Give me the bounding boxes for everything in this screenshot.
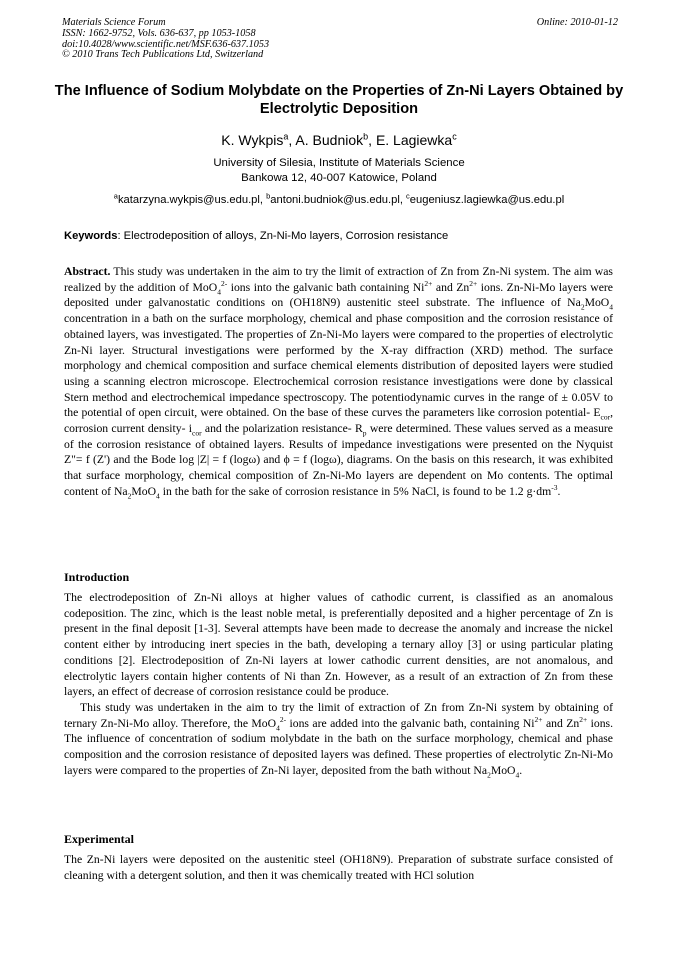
subscript: cor bbox=[192, 428, 202, 438]
keywords-label: Keywords bbox=[64, 230, 118, 242]
abstract-paragraph bbox=[64, 264, 613, 500]
keywords-text: : Electrodeposition of alloys, Zn-Ni-Mo layers, Corrosion resistance bbox=[117, 230, 449, 242]
online-date: Online: 2010-01-12 bbox=[536, 17, 618, 28]
author-separator: , bbox=[368, 132, 376, 148]
journal-name: Materials Science Forum bbox=[62, 17, 166, 28]
email-mark: b bbox=[266, 191, 271, 201]
introduction-paragraph bbox=[64, 700, 613, 779]
abstract-text: ions into the galvanic bath containing Ni bbox=[227, 280, 425, 294]
abstract-label: Abstract. bbox=[64, 265, 111, 278]
copyright-line: © 2010 Trans Tech Publications Ltd, Switzerland bbox=[62, 49, 264, 61]
introduction-paragraph: The electrodeposition of Zn-Ni alloys at higher values of cathodic current, is classified as an anomalous codeposition. The zinc, which is the least noble metal, is preferentially deposited and a higher percentage of Zn is present in the final deposit [1-3]. Several attempts have been made to decrease the anomaly and increase the nickel content either by introducing inert species in the bath, developing a ternary alloy [3] or using particular plating conditions [2]. Electrodeposition of Zn-Ni layers at lower cathodic current densities, are not anomalous, and electrolytic layers contain higher contents of Ni than Zn. However, as a result of an extraction of Zn from these layers, an effect of decrease of corrosion resistance could be produce. bbox=[64, 591, 613, 699]
superscript: 2+ bbox=[534, 714, 543, 724]
subscript: 2 bbox=[580, 302, 585, 312]
affiliation-institute: University of Silesia, Institute of Materials Science bbox=[213, 157, 465, 169]
author-affil-mark: b bbox=[363, 131, 369, 142]
author-separator: , bbox=[288, 132, 296, 148]
affiliation bbox=[0, 156, 678, 185]
subscript: 2 bbox=[127, 491, 132, 501]
author-affil-mark: a bbox=[283, 131, 289, 142]
experimental-heading: Experimental bbox=[64, 832, 134, 846]
doi-line: doi:10.4028/www.scientific.net/MSF.636-637.1053 bbox=[62, 38, 270, 50]
issn-line: ISSN: 1662-9752, Vols. 636-637, pp 1053-1058 bbox=[62, 27, 256, 39]
abstract-text: MoO bbox=[584, 296, 610, 310]
intro-text: ions. The influence of concentration of sodium molybdate in the bath on the surface morphology, chemical and phase composition and the corrosion resistance of deposited layers was defined. These properties of electrolytic Zn-Ni-Mo layers were compared to the properties of Zn-Ni layer, deposited from the bath without Na bbox=[64, 716, 614, 777]
introduction-body bbox=[64, 590, 613, 778]
email-address[interactable]: katarzyna.wykpis@us.edu.pl bbox=[117, 194, 260, 206]
email-list bbox=[0, 193, 678, 207]
superscript: 2+ bbox=[579, 714, 588, 724]
running-header bbox=[62, 18, 618, 61]
abstract bbox=[64, 264, 613, 500]
affiliation-address: Bankowa 12, 40-007 Katowice, Poland bbox=[241, 171, 437, 184]
abstract-text: in the bath for the sake of corrosion resistance in 5% NaCl, is found to be 1.2 g·dm bbox=[159, 484, 552, 498]
intro-text: . bbox=[519, 763, 523, 777]
email-separator: , bbox=[399, 194, 407, 206]
intro-text: MoO bbox=[490, 763, 516, 777]
intro-text: ions are added into the galvanic bath, containing Ni bbox=[286, 716, 535, 730]
abstract-text: and Zn bbox=[432, 280, 470, 294]
abstract-text: were determined. These values served as a measure of the corrosion resistance of obtained layers. Results of impedance investigations were presented on the Nyquist Z"= f (Z') and the Bode log |Z| = f (logω) and ϕ = f (logω), diagrams. On the basis on this research, it was exhibited that surface morphology, chemical composition of Zn-Ni-Mo layers are dependent on Mo contents. The optimal content of Na bbox=[64, 422, 613, 498]
paper-title: The Influence of Sodium Molybdate on the Properties of Zn-Ni Layers Obtained by Electrolytic Deposition bbox=[54, 83, 624, 117]
author-name: E. Lagiewka bbox=[375, 132, 453, 148]
abstract-text: concentration in a bath on the surface morphology, chemical and phase composition and the corrosion resistance of obtained layers, was investigated. The properties of Zn-Ni-Mo layers were compared to the properties of electrolytic Zn-Ni layer. Structural investigations were performed by the X-ray diffraction (XRD) method. The surface morphology and chemical composition and surface chemical elements distribution of deposited layers were studied using a scanning electron microscope. Electrochemical corrosion resistance investigations were done by classical Stern method and electrochemical impedance spectroscopy. The potentiodynamic curves in the range of ± 0.05V to the potential of open circuit, were obtained. On the base of these curves the parameters like corrosion potential- E bbox=[64, 312, 613, 420]
abstract-text: . bbox=[557, 484, 561, 498]
superscript: 2- bbox=[279, 714, 287, 724]
experimental-paragraph: The Zn-Ni layers were deposited on the austenitic steel (OH18N9). Preparation of substrate surface consisted of cleaning with a detergent solution, and then it was chemically treated with HCl solution bbox=[64, 853, 613, 882]
superscript: -3 bbox=[551, 482, 558, 492]
publication-info bbox=[62, 18, 618, 61]
superscript: 2- bbox=[220, 278, 228, 288]
subscript: 4 bbox=[609, 302, 613, 312]
superscript: 2+ bbox=[469, 278, 478, 288]
subscript: p bbox=[362, 428, 367, 438]
keywords bbox=[64, 229, 620, 243]
subscript: cor bbox=[600, 412, 611, 422]
subscript: 4 bbox=[156, 491, 160, 501]
author-name: K. Wykpis bbox=[221, 132, 284, 148]
introduction-heading: Introduction bbox=[64, 570, 130, 584]
email-separator: , bbox=[259, 194, 267, 206]
email-address[interactable]: eugeniusz.lagiewka@us.edu.pl bbox=[409, 194, 565, 206]
subscript: 4 bbox=[276, 722, 280, 732]
abstract-text: and the polarization resistance- R bbox=[201, 422, 363, 436]
abstract-text: ions. Zn-Ni-Mo layers were deposited under galvanostatic conditions on (OH18N9) austenitic steel substrate. The influence of Na bbox=[64, 280, 613, 310]
author-name: A. Budniok bbox=[295, 132, 364, 148]
author-affil-mark: c bbox=[452, 131, 457, 142]
author-list bbox=[0, 131, 678, 149]
email-mark: a bbox=[113, 191, 118, 201]
subscript: 4 bbox=[515, 770, 520, 780]
experimental-body bbox=[64, 852, 613, 883]
superscript: 2+ bbox=[424, 278, 433, 288]
subscript: 2 bbox=[487, 770, 491, 780]
abstract-text: MoO bbox=[131, 484, 157, 498]
email-address[interactable]: antoni.budniok@us.edu.pl bbox=[270, 194, 400, 206]
abstract-text: This study was undertaken in the aim to try the limit of extraction of Zn from Zn-Ni system. The aim was realized by the addition of MoO bbox=[64, 265, 613, 294]
intro-text: and Zn bbox=[542, 716, 580, 730]
intro-text: This study was undertaken in the aim to try the limit of extraction of Zn from Zn-Ni system by obtaining of ternary Zn-Ni-Mo alloy. Therefore, the MoO bbox=[64, 700, 613, 730]
subscript: 4 bbox=[217, 287, 221, 297]
email-mark: c bbox=[406, 191, 410, 201]
abstract-text: , corrosion current density- i bbox=[64, 406, 613, 436]
